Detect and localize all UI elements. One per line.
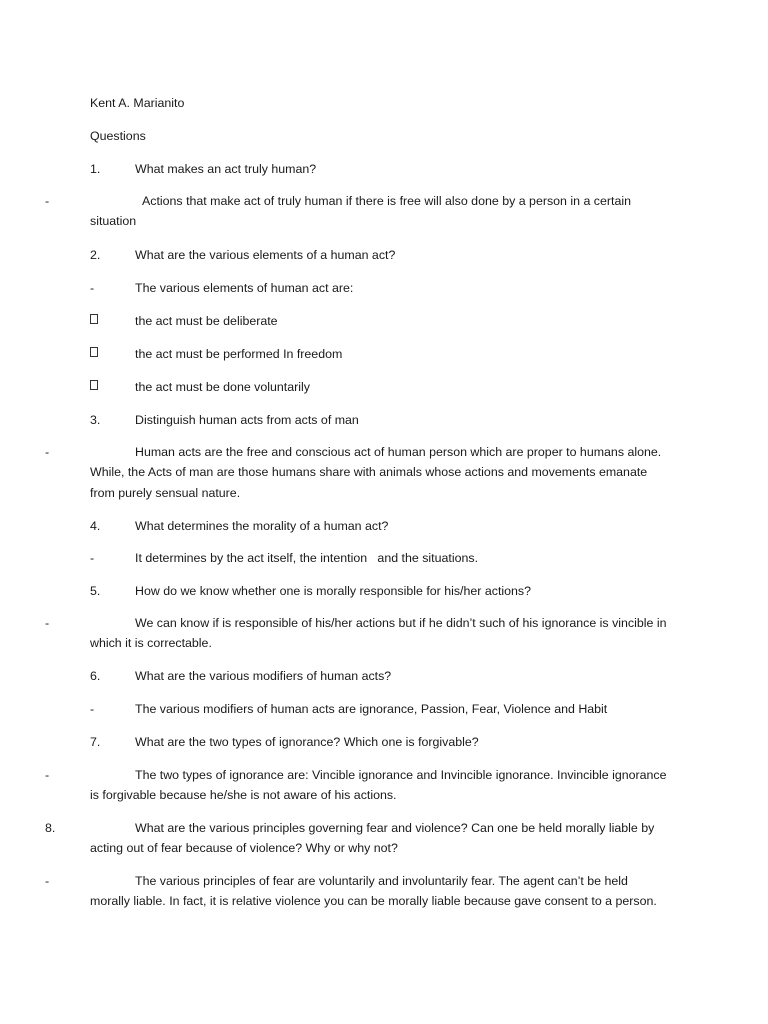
answer-text: The various modifiers of human acts are ignorance, Passion, Fear, Violence and Habit [135,702,608,716]
bullet-text: the act must be done voluntarily [135,380,310,394]
answer-dash: - [90,281,95,295]
answer-body: Actions that make act of truly human if there is free will also done by a person in a certain situation [90,194,631,229]
answer-text [45,613,670,654]
answer-body: We can know if is responsible of his/her actions but if he didn’t such of his ignorance is vincible in which it is correctable. [90,616,667,651]
question-text: How do we know whether one is morally responsible for his/her actions? [135,584,532,598]
question-number: 6. [90,669,101,683]
answer-dash: - [90,551,95,565]
question-number: 5. [90,584,101,598]
bullet-text: the act must be deliberate [135,314,278,328]
question-number: 7. [90,735,101,749]
question-number: 3. [90,413,101,427]
answer-text [45,191,670,232]
answer-text [45,442,670,503]
answer-text: The various elements of human act are: [135,281,354,295]
question-text: What determines the morality of a human act? [135,519,389,533]
question-text: What are the various elements of a human act? [135,248,396,262]
answer-text: It determines by the act itself, the intention and the situations. [135,551,479,565]
question-text: Distinguish human acts from acts of man [135,413,359,427]
question-text: What makes an act truly human? [135,162,317,176]
question-body: What are the various principles governing fear and violence? Can one be held morally liable by acting out of fear because of violence? Why or why not? [90,821,655,856]
question-text: What are the two types of ignorance? Which one is forgivable? [135,735,479,749]
answer-dash: - [45,445,50,459]
bullet-box-icon [90,311,98,331]
question-number: 8. [45,821,56,835]
answer-dash: - [45,768,50,782]
question-text [45,818,670,859]
answer-body: The two types of ignorance are: Vincible ignorance and Invincible ignorance. Invincible ignorance is forgivable because he/she is not aware of his actions. [90,768,667,803]
question-text: What are the various modifiers of human acts? [135,669,392,683]
bullet-box-icon [90,377,98,397]
question-number: 4. [90,519,101,533]
answer-dash: - [45,194,50,208]
question-number: 2. [90,248,101,262]
bullet-text: the act must be performed In freedom [135,347,343,361]
answer-body: The various principles of fear are voluntarily and involuntarily fear. The agent can’t be held morally liable. In fact, it is relative violence you can be morally liable because gave consent to a person. [90,874,657,909]
answer-dash: - [90,702,95,716]
answer-dash: - [45,616,50,630]
question-number: 1. [90,162,101,176]
bullet-box-icon [90,344,98,364]
answer-text [45,871,670,912]
answer-dash: - [45,874,50,888]
author-name: Kent A. Marianito [90,96,185,110]
answer-text [45,765,670,806]
questions-heading: Questions [90,129,146,143]
answer-body: Human acts are the free and conscious act of human person which are proper to humans alone. While, the Acts of man are those humans share with animals whose actions and movements emanate from purely sensual nature. [90,445,662,500]
